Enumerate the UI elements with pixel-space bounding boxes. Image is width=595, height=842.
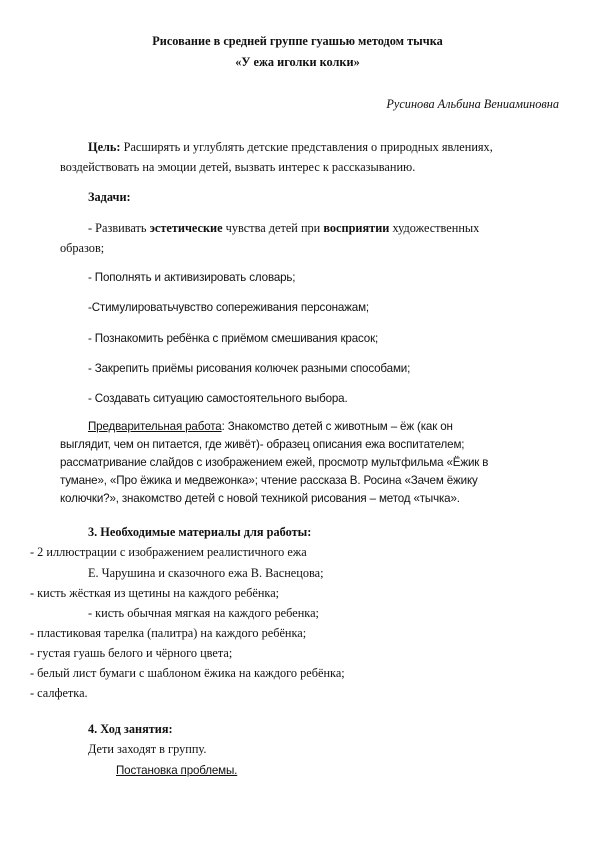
- materials-item-2: - кисть жёсткая из щетины на каждого ребёнка;: [30, 586, 280, 600]
- task-5: - Закрепить приёмы рисования колючек разными способами;: [88, 362, 411, 375]
- prep-line-3: рассматривание слайдов с изображением ежей, просмотр мультфильма «Ёжик в: [60, 456, 489, 469]
- prep-line-1: [88, 420, 453, 434]
- goal-text-1: Расширять и углублять детские представления о природных явлениях,: [120, 140, 493, 154]
- lesson-enter: Дети заходят в группу.: [88, 742, 207, 756]
- lesson-heading: 4. Ход занятия:: [88, 722, 173, 736]
- task-1-part-d: восприятии: [323, 221, 390, 235]
- materials-item-7: - салфетка.: [30, 686, 88, 700]
- task-6: - Создавать ситуацию самостоятельного выбора.: [88, 392, 348, 405]
- materials-item-1: - 2 иллюстрации с изображением реалистичного ежа: [30, 545, 307, 559]
- prep-label: Предварительная работа: [88, 420, 222, 433]
- task-1-part-e: художественных: [389, 221, 480, 235]
- task-2: - Пополнять и активизировать словарь;: [88, 271, 296, 284]
- prep-line-4: тумане», «Про ёжика и медвежонка»; чтение рассказа В. Росина «Зачем ёжику: [60, 474, 478, 487]
- materials-item-4: - пластиковая тарелка (палитра) на каждого ребёнка;: [30, 626, 307, 640]
- materials-item-6: - белый лист бумаги с шаблоном ёжика на каждого ребёнка;: [30, 666, 345, 680]
- tasks-heading: Задачи:: [88, 190, 131, 204]
- task-3: -Стимулироватьчувство сопереживания персонажам;: [88, 301, 369, 314]
- task-1-part-a: - Развивать: [88, 221, 150, 235]
- prep-line-5: колючки?», знакомство детей с новой техникой рисования – метод «тычка».: [60, 492, 460, 505]
- prep-text-1: : Знакомство детей с животным – ёж (как он: [221, 420, 453, 433]
- materials-item-1-cont: Е. Чарушина и сказочного ежа В. Васнецова;: [88, 566, 324, 580]
- task-4: - Познакомить ребёнка с приёмом смешивания красок;: [88, 332, 379, 345]
- task-1-part-c: чувства детей при: [222, 221, 324, 235]
- goal-line-1: [88, 140, 493, 154]
- materials-item-5: - густая гуашь белого и чёрного цвета;: [30, 646, 233, 660]
- goal-label: Цель:: [88, 140, 121, 154]
- lesson-problem: Постановка проблемы.: [116, 764, 238, 777]
- goal-line-2: воздействовать на эмоции детей, вызвать интерес к рассказыванию.: [60, 160, 416, 174]
- task-1-line-2: образов;: [60, 241, 105, 255]
- author-name: Русинова Альбина Вениаминовна: [386, 97, 559, 111]
- task-1-line-1: [88, 221, 479, 235]
- prep-line-2: выглядит, чем он питается, где живёт)- образец описания ежа воспитателем;: [60, 438, 465, 451]
- title-line-2: «У ежа иголки колки»: [235, 55, 360, 69]
- materials-heading: 3. Необходимые материалы для работы:: [88, 525, 312, 539]
- materials-item-3: - кисть обычная мягкая на каждого ребенка;: [88, 606, 319, 620]
- task-1-part-b: эстетические: [149, 221, 223, 235]
- title-line-1: Рисование в средней группе гуашью методом тычка: [152, 34, 443, 48]
